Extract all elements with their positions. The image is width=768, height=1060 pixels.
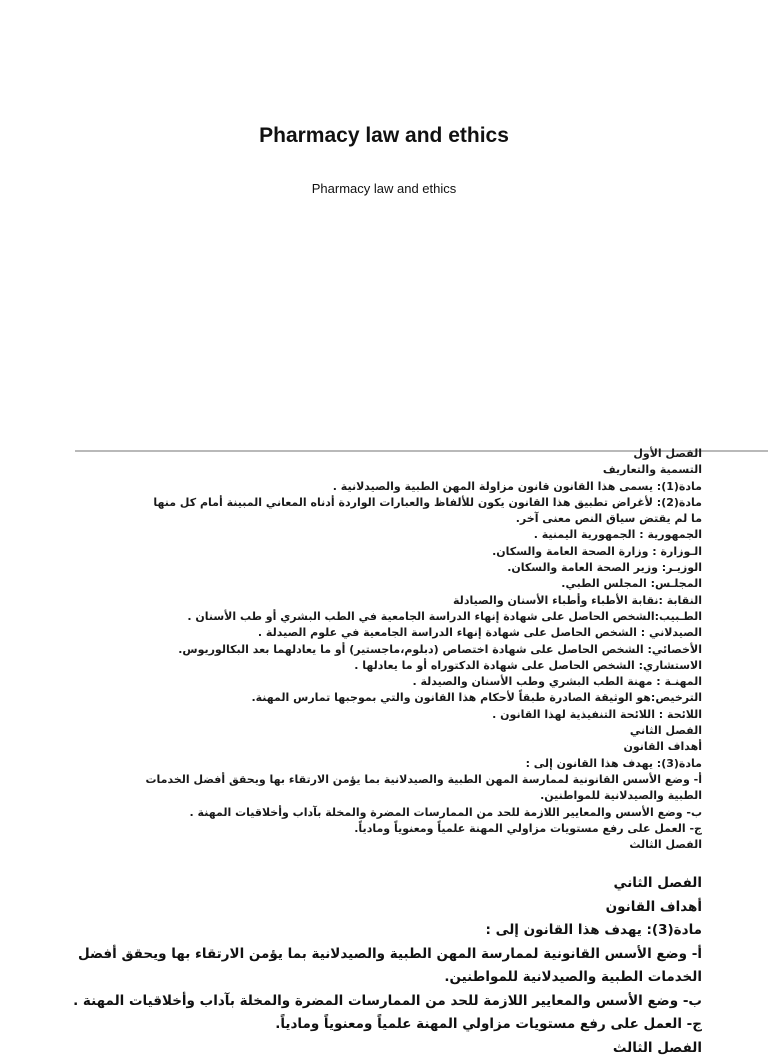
section-heading: أهداف القانون	[140, 739, 702, 755]
definition-line: الوزيـر: وزير الصحة العامة والسكان.	[140, 560, 702, 576]
list-item: ب- وضع الأسس والمعايير اللازمة للحد من الممارسات المضرة والمخلة بآداب وأخلاقيات المهنة .	[40, 990, 702, 1014]
definition-line: الجمهورية : الجمهورية اليمنية .	[140, 527, 702, 543]
definition-line: النقابة :نقابة الأطباء وأطباء الأسنان والصيادلة	[140, 593, 702, 609]
chapter-heading: الفصل الثالث	[40, 1037, 702, 1060]
definition-line: اللائحة : اللائحة التنفيذية لهذا القانون .	[140, 707, 702, 723]
definition-line: المهنـة : مهنة الطب البشري وطب الأسنان والصيدلة .	[140, 674, 702, 690]
article-line: مادة(3): يهدف هذا القانون إلى :	[40, 919, 702, 943]
list-item: أ- وضع الأسس القانونية لممارسة المهن الطبية والصيدلانية بما يؤمن الارتقاء بها ويحقق أفضل الخدمات الطبية والصيدلانية للمواطنين.	[40, 943, 702, 990]
list-item: أ- وضع الأسس القانونية لممارسة المهن الطبية والصيدلانية بما يؤمن الارتقاء بها ويحقق أفضل الخدمات الطبية والصيدلانية للمواطنين.	[140, 772, 702, 805]
definition-line: الصيدلاني : الشخص الحاصل على شهادة إنهاء الدراسة الجامعية في علوم الصيدلة .	[140, 625, 702, 641]
list-item: ج- العمل على رفع مستويات مزاولي المهنة علمياً ومعنوياً ومادياً.	[140, 821, 702, 837]
document-title: Pharmacy law and ethics	[0, 124, 768, 148]
definition-line: الأخصائي: الشخص الحاصل على شهادة اختصاص (دبلوم،ماجستير) أو ما يعادلهما بعد البكالوريوس.	[140, 642, 702, 658]
chapter-heading: الفصل الثاني	[40, 872, 702, 896]
definition-line: الـوزارة : وزارة الصحة العامة والسكان.	[140, 544, 702, 560]
list-item: ج- العمل على رفع مستويات مزاولي المهنة علمياً ومعنوياً ومادياً.	[40, 1013, 702, 1037]
definition-line: المجلـس: المجلس الطبي.	[140, 576, 702, 592]
document-subtitle: Pharmacy law and ethics	[0, 181, 768, 196]
article-line: مادة(2): لأغراض تطبيق هذا القانون يكون للألفاظ والعبارات الواردة أدناه المعاني المبينة أمام كل منها ما لم يقتض سياق النص معنى آخر.	[140, 495, 702, 528]
section-heading: التسمية والتعاريف	[140, 462, 702, 478]
chapter-heading: الفصل الثاني	[140, 723, 702, 739]
law-text-page-one	[140, 446, 702, 853]
definition-line: الترخيص:هو الوثيقة الصادرة طبقاً لأحكام هذا القانون والتي بموجبها تمارس المهنة.	[140, 690, 702, 706]
chapter-heading: الفصل الأول	[140, 446, 702, 462]
article-line: مادة(1): يسمى هذا القانون قانون مزاولة المهن الطبية والصيدلانية .	[140, 479, 702, 495]
law-text-page-two	[40, 872, 702, 1060]
article-line: مادة(3): يهدف هذا القانون إلى :	[140, 756, 702, 772]
definition-line: الطـبيب:الشخص الحاصل على شهادة إنهاء الدراسة الجامعية في الطب البشري أو طب الأسنان .	[140, 609, 702, 625]
list-item: ب- وضع الأسس والمعايير اللازمة للحد من الممارسات المضرة والمخلة بآداب وأخلاقيات المهنة .	[140, 805, 702, 821]
section-heading: أهداف القانون	[40, 896, 702, 920]
definition-line: الاستشاري: الشخص الحاصل على شهادة الدكتوراه أو ما يعادلها .	[140, 658, 702, 674]
chapter-heading: الفصل الثالث	[140, 837, 702, 853]
